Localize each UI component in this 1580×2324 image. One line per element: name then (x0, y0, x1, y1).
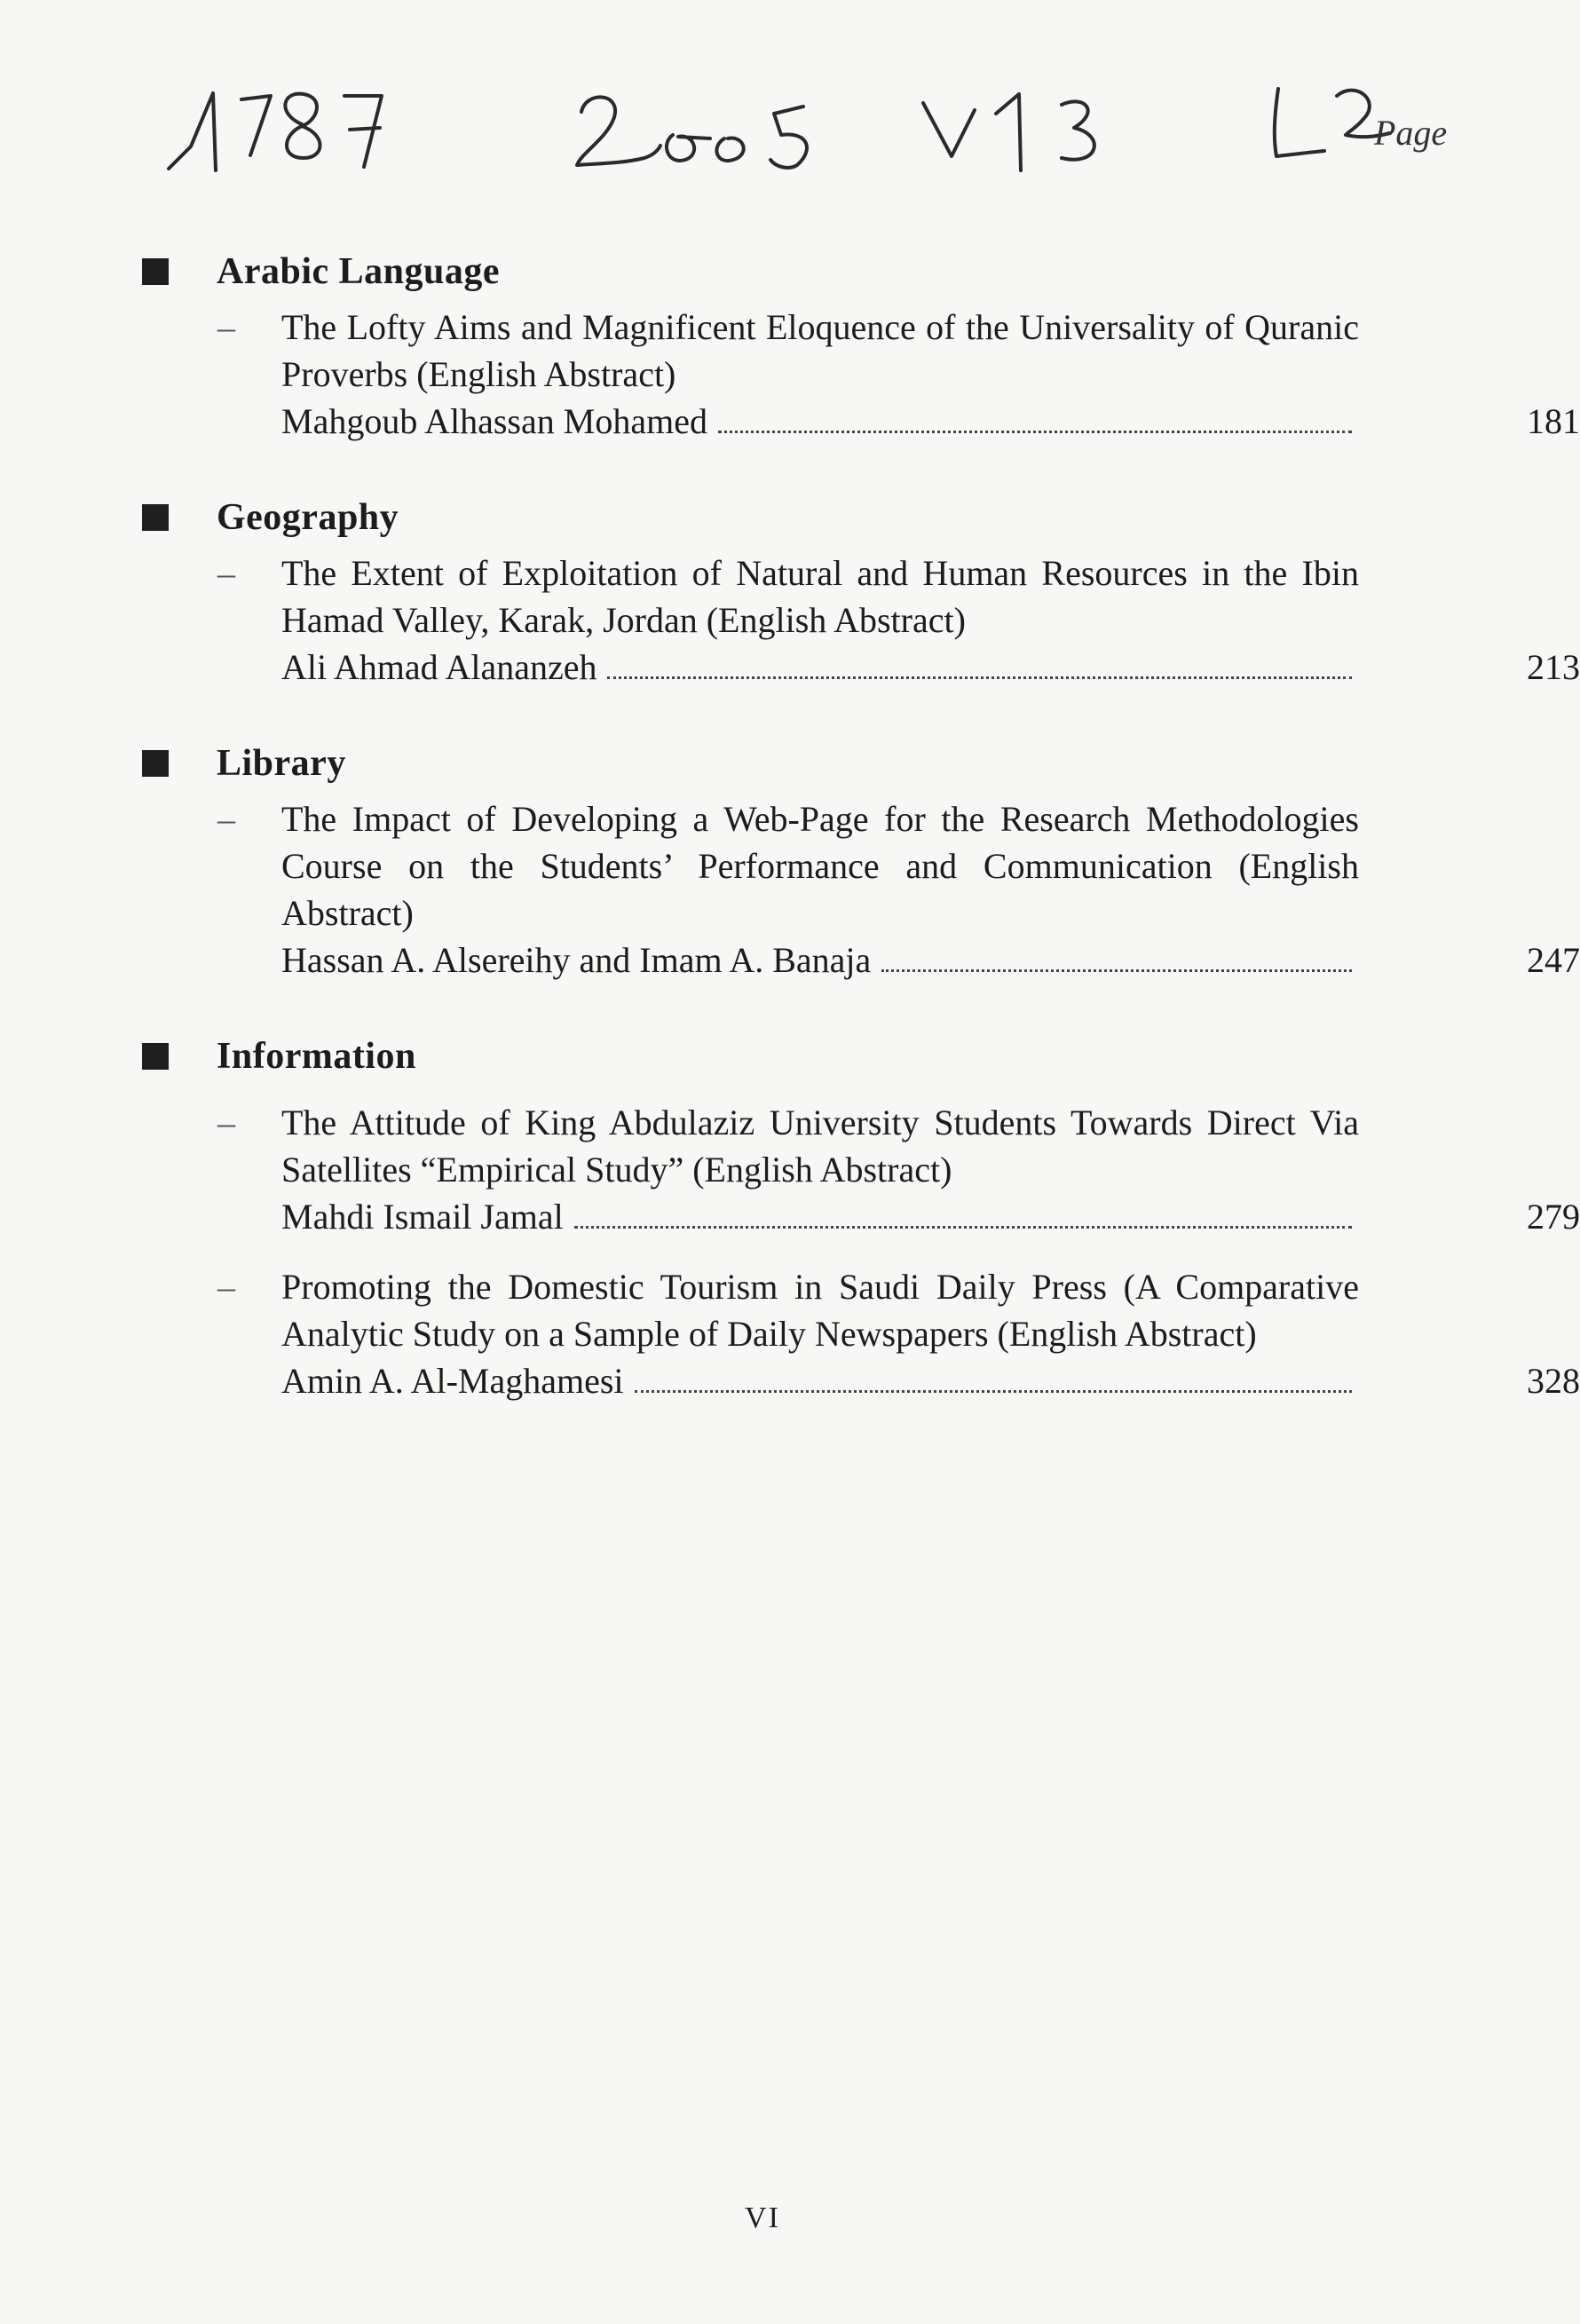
entry-title: The Lofty Aims and Magnificent Eloquence of the Universality of Quranic Proverbs (English Abstract) (281, 307, 1359, 394)
toc-entry[interactable] (217, 1099, 1580, 1240)
toc-entry[interactable] (217, 795, 1580, 984)
square-bullet-icon (142, 258, 169, 285)
section-title: Library (217, 743, 346, 784)
handwritten-annotation (0, 53, 1525, 178)
section-title: Geography (217, 497, 399, 538)
entry-title: The Attitude of King Abdulaziz University Students Towards Direct Via Satellites “Empirical Study” (English Abstract) (281, 1103, 1359, 1190)
entry-page-number: 181 (1527, 401, 1580, 441)
toc-entry[interactable] (217, 1263, 1580, 1404)
dot-leader (881, 969, 1352, 972)
entry-page-number: 247 (1527, 940, 1580, 980)
dash-bullet: – (217, 1267, 235, 1307)
toc-entry[interactable] (217, 549, 1580, 691)
entry-author: Mahdi Ismail Jamal (281, 1197, 564, 1237)
entry-page-number: 213 (1527, 647, 1580, 687)
entry-title: Promoting the Domestic Tourism in Saudi Daily Press (A Comparative Analytic Study on a Sample of Daily Newspapers (English Abstract) (281, 1267, 1359, 1354)
entry-author: Ali Ahmad Alananzeh (281, 647, 597, 687)
dot-leader (574, 1226, 1352, 1229)
square-bullet-icon (142, 504, 169, 531)
section-title: Arabic Language (217, 251, 501, 292)
table-of-contents (142, 245, 1580, 1451)
entry-title: The Extent of Exploitation of Natural and Human Resources in the Ibin Hamad Valley, Karak, Jordan (English Abstract) (281, 553, 1359, 640)
entry-page-number: 279 (1527, 1197, 1580, 1237)
dot-leader (607, 676, 1352, 679)
entry-author: Amin A. Al-Maghamesi (281, 1361, 624, 1401)
square-bullet-icon (142, 1043, 169, 1070)
dash-bullet: – (217, 799, 235, 839)
dash-bullet: – (217, 1103, 235, 1142)
dot-leader (635, 1390, 1352, 1393)
square-bullet-icon (142, 750, 169, 777)
entry-author: Mahgoub Alhassan Mohamed (281, 401, 707, 441)
toc-section-information (142, 1030, 1580, 1404)
toc-section-arabic-language (142, 245, 1580, 445)
entry-title: The Impact of Developing a Web-Page for the Research Methodologies Course on the Students’ Performance and Communication (English Abstract) (281, 799, 1359, 933)
section-title: Information (217, 1036, 416, 1077)
page-column-label: Page (1374, 113, 1448, 153)
entry-author: Hassan A. Alsereihy and Imam A. Banaja (281, 940, 872, 980)
dash-bullet: – (217, 553, 235, 593)
entry-page-number: 328 (1527, 1361, 1580, 1401)
page-folio: VI (745, 2201, 780, 2234)
toc-section-geography (142, 491, 1580, 691)
toc-section-library (142, 737, 1580, 984)
toc-entry[interactable] (217, 304, 1580, 445)
dot-leader (718, 431, 1352, 433)
dash-bullet: – (217, 307, 235, 347)
